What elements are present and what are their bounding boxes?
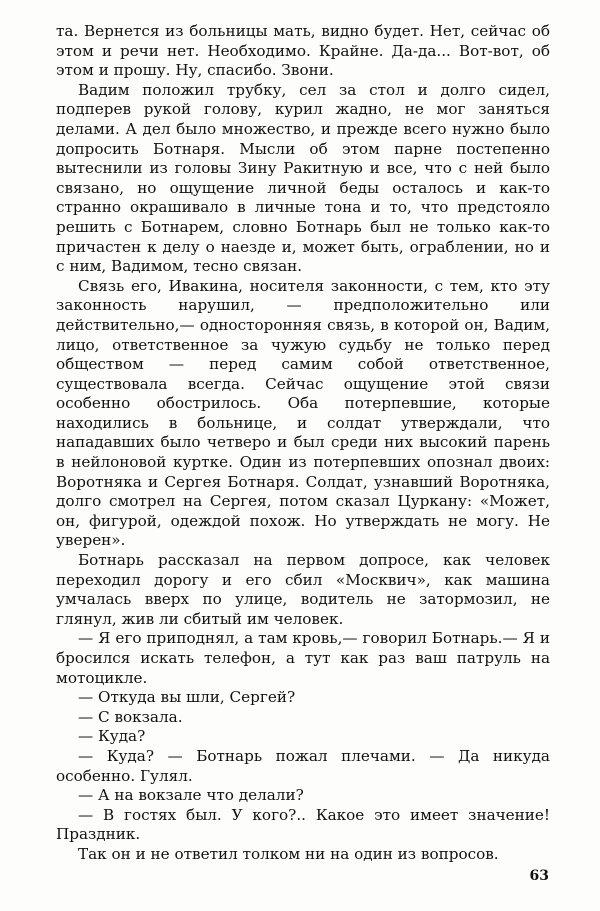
paragraph: Связь его, Ивакина, носителя законности, с тем, кто эту законность нарушил, — предположительно или действительно,— односторонняя связь, в которой он, Вадим, лицо, ответственное за чужую судьбу не только перед обществом — перед самим собой ответственное, существовала всегда. Сейчас ощущение этой связи особенно обострилось. Оба потерпевшие, которые находились в больнице, и солдат утверждали, что нападавших было четверо и был среди них высокий парень в нейлоновой куртке. Один из потерпевших опознал двоих: Воротняка и Сергея Ботнаря. Солдат, узнавший Воротняка, долго смотрел на Сергея, потом сказал Цуркану: «Может, он, фигурой, одеждой похож. Но утверждать не могу. Не уверен». [56,276,550,550]
page-number: 63 [529,868,549,884]
dialogue-line: — Куда? [78,727,146,746]
dialogue-line: — В гостях был. У кого?.. Какое это имеет значение! Праздник. [56,805,550,844]
dialogue-line: — Я его приподнял, а там кровь,— говорил Ботнарь.— Я и бросился искать телефон, а тут как раз ваш патруль на мотоцикле. [56,629,550,687]
paragraph: та. Вернется из больницы мать, видно будет. Нет, сейчас об этом и речи нет. Необходимо. Крайне. Да-да... Вот-вот, об этом и прошу. Ну, спасибо. Звони. [56,22,550,80]
paragraph: Ботнарь рассказал на первом допросе, как человек переходил дорогу и его сбил «Москвич», как машина умчалась вверх по улице, водитель не затормозил, не глянул, жив ли сбитый им человек. [56,551,550,628]
paragraph: Вадим положил трубку, сел за стол и долго сидел, подперев рукой голову, курил жадно, не мог заняться делами. А дел было множество, и прежде всего нужно было допросить Ботнаря. Мысли об этом парне постепенно вытеснили из головы Зину Ракитную и все, что с ней было связано, но ощущение личной беды осталось и как-то странно окрашивало в личные тона и то, что предстояло решить с Ботнарем, словно Ботнарь был не только как-то причастен к делу о наезде и, может быть, ограблении, но и с ним, Вадимом, тесно связан. [56,80,550,276]
paragraph: Так он и не ответил толком ни на один из вопросов. [78,844,499,863]
dialogue-line: — А на вокзале что делали? [78,786,304,805]
dialogue-line: — Откуда вы шли, Сергей? [78,688,296,707]
dialogue-line: — Куда? — Ботнарь пожал плечами. — Да никуда особенно. Гулял. [56,746,550,785]
dialogue-line: — С вокзала. [78,707,183,726]
body-text [56,22,550,865]
